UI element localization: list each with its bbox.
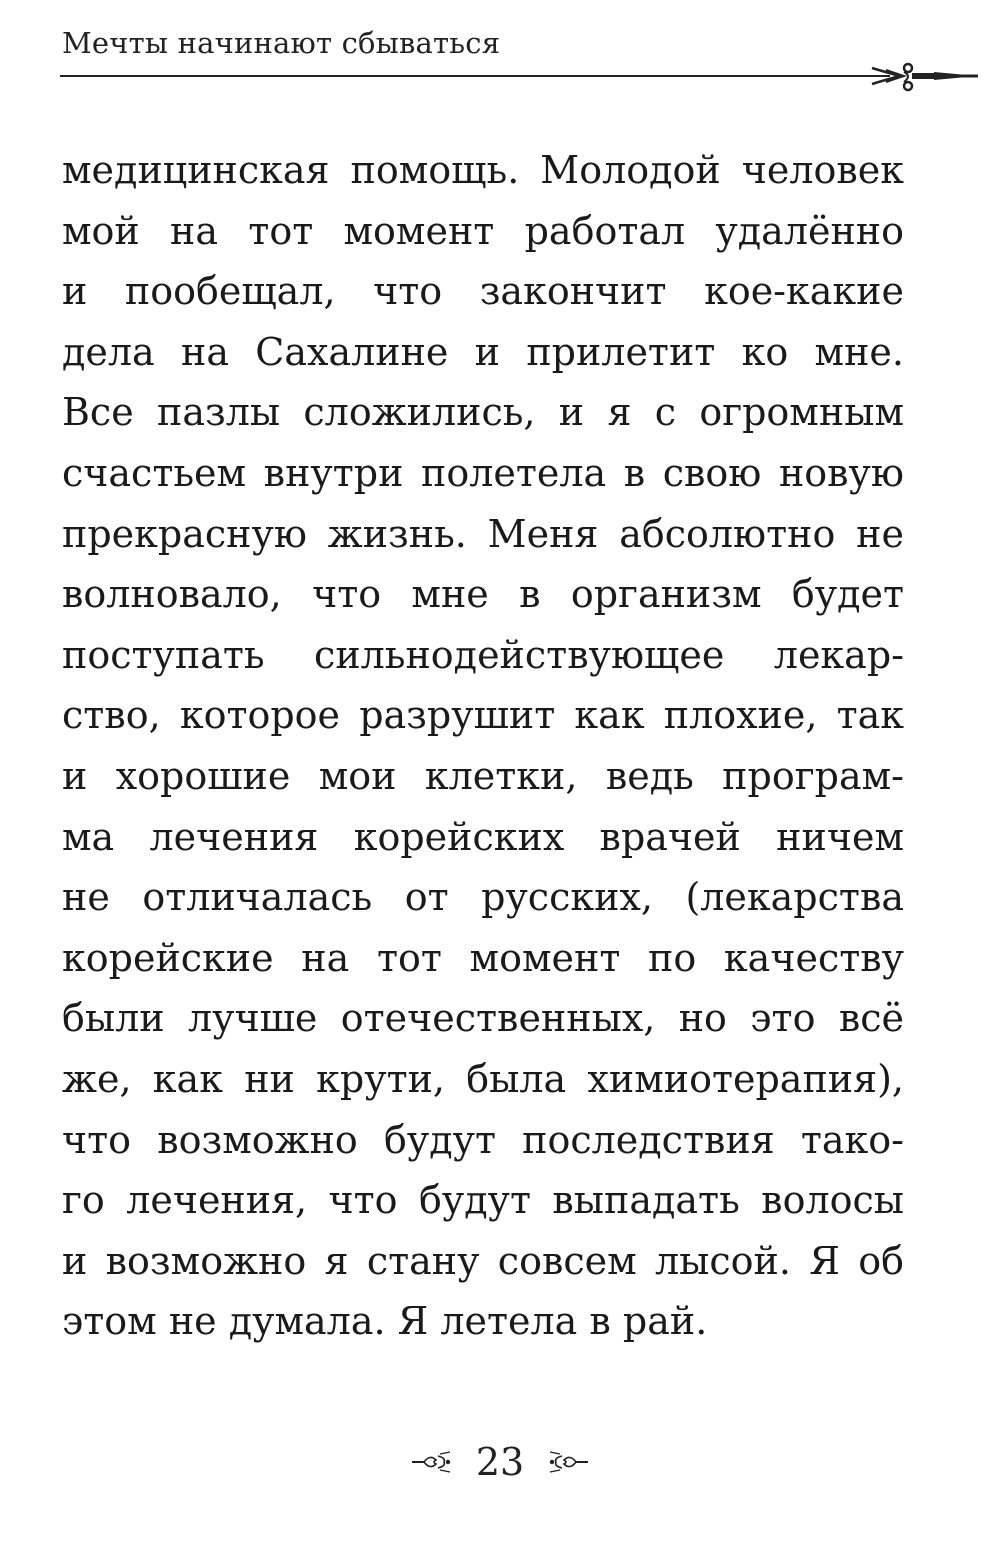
fleuron-right-icon [544,1450,590,1474]
page-number: 23 [475,1440,525,1484]
text-line: корейские на тот момент по качеству [62,935,904,980]
text-line: го лечения, что будут выпадать волосы [62,1178,904,1223]
text-line: и возможно я стану совсем лысой. Я об [62,1238,904,1283]
text-line: дела на Сахалине и прилетит ко мне. [62,329,904,374]
text-line: были лучше отечественных, но это всё [62,996,904,1041]
text-line: Все пазлы сложились, и я с огромным [62,390,904,435]
text-line: поступать сильнодействующее лекар- [62,632,904,677]
page-footer [0,1432,1000,1492]
text-line: прекрасную жизнь. Меня абсолютно не [62,511,904,556]
header-rule [60,60,980,100]
text-line: медицинская помощь. Молодой человек [62,148,904,192]
body-text [62,140,904,1352]
text-line: и пообещал, что закончит кое-какие [62,269,904,314]
text-line: же, как ни крути, была химиотерапия), [62,1056,904,1101]
text-line: что возможно будут последствия тако- [62,1117,904,1162]
running-header-title: Мечты начинают сбываться [62,26,501,60]
text-line: этом не думала. Я летела в рай. [62,1299,708,1344]
fleuron-left-icon [410,1450,456,1474]
text-line: не отличалась от русских, (лекарства [62,875,904,920]
text-line: счастьем внутри полетела в свою новую [62,450,904,495]
text-line: ма лечения корейских врачей ничем [62,814,904,859]
text-line: ство, которое разрушит как плохие, так [62,693,904,738]
text-line: волновало, что мне в организм будет [62,572,904,617]
text-line: мой на тот момент работал удалённо [62,208,904,253]
text-line: и хорошие мои клетки, ведь програм- [62,753,904,798]
